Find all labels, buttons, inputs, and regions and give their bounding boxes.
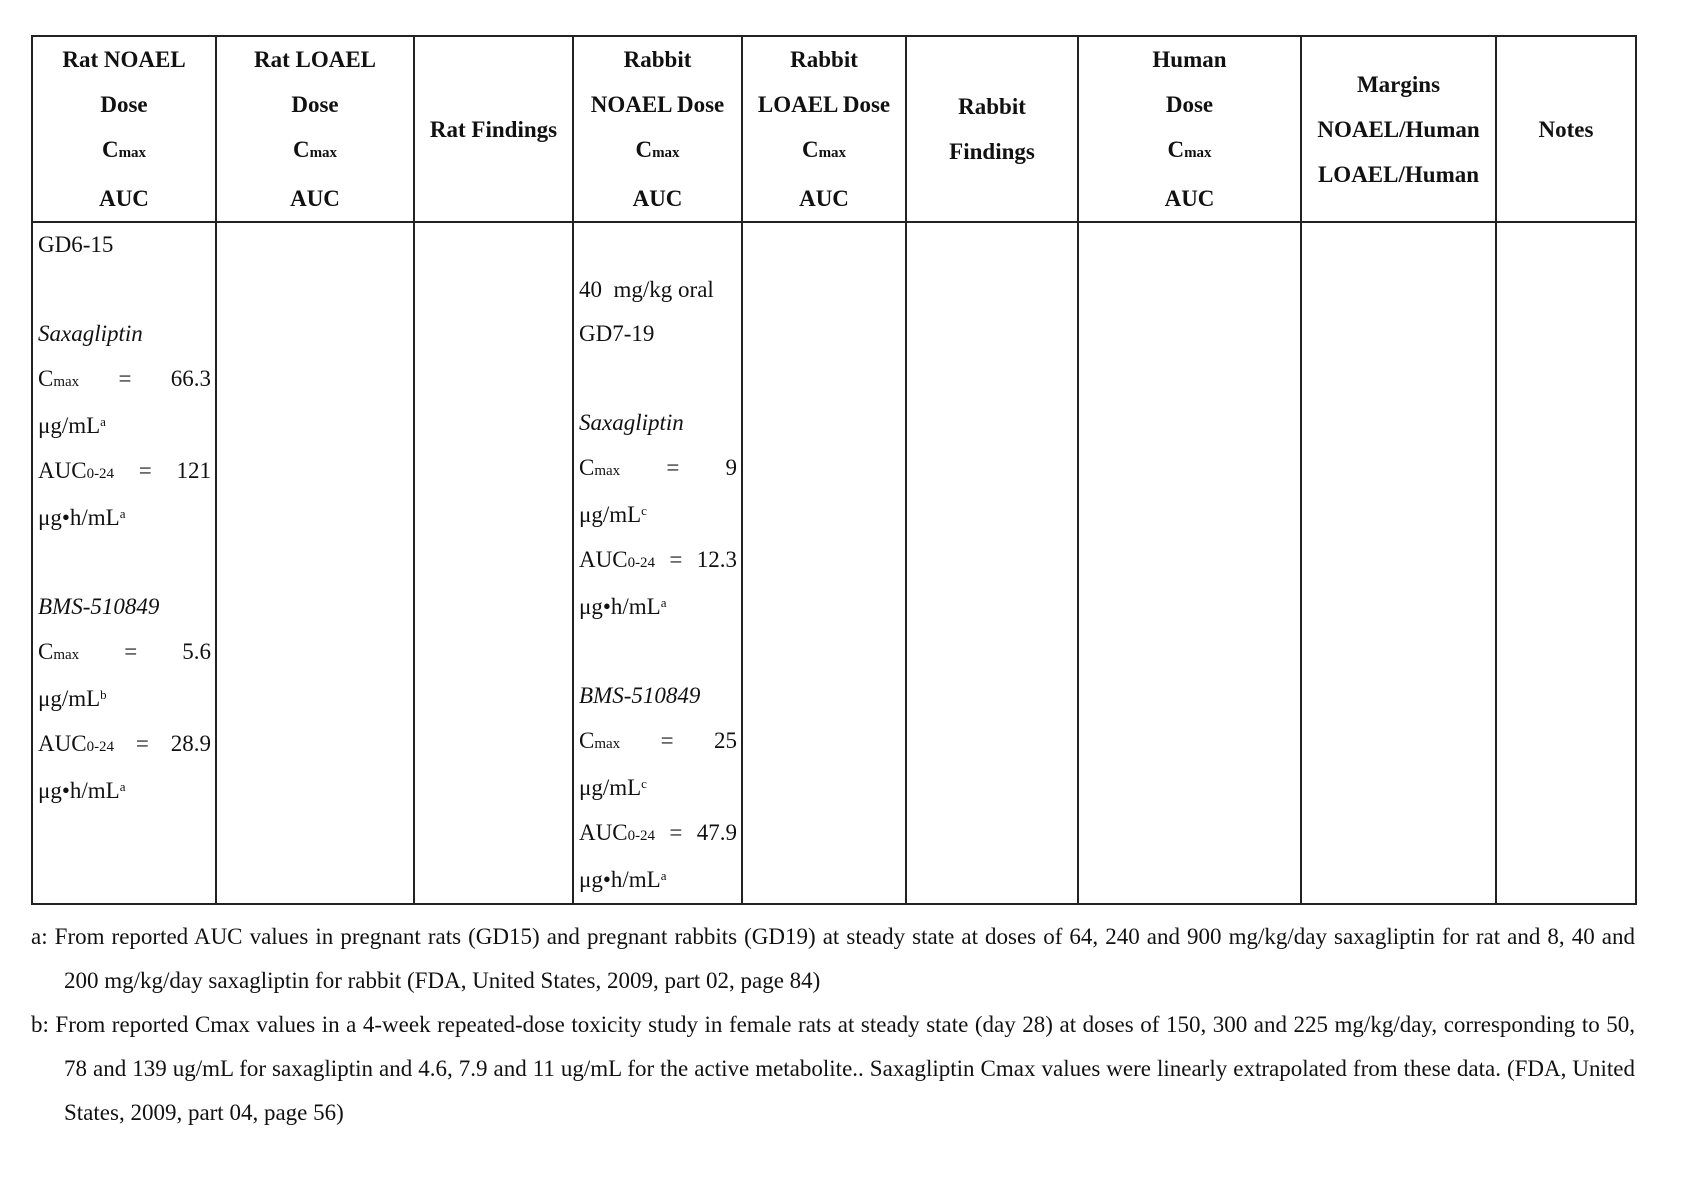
cell-rabbit-loael	[742, 222, 906, 904]
unit-line: $\mu g•h/mL^a$	[579, 594, 667, 619]
header-rabbit-noael: Rabbit NOAEL Dose Cmax AUC	[573, 36, 742, 222]
header-row	[32, 36, 1636, 222]
header-rat-findings: Rat Findings	[414, 36, 573, 222]
unit-line: $\mu g•h/mL^a$	[579, 867, 667, 892]
gestation-days: GD7-19	[579, 321, 655, 346]
cell-notes	[1496, 222, 1636, 904]
cmax-line: Cmax = 5.6	[38, 638, 211, 664]
cmax-line: Cmax = 66.3	[38, 365, 211, 391]
cmax-line: Cmax = 9	[579, 454, 737, 480]
drug-name: Saxagliptin	[38, 321, 143, 346]
cell-rat-noael	[32, 222, 216, 904]
header-rabbit-findings: Rabbit Findings	[906, 36, 1078, 222]
header-rat-loael: Rat LOAEL Dose Cmax AUC	[216, 36, 414, 222]
dose: 40 mg/kg oral	[579, 276, 714, 302]
unit-line: $\mu g/mL^b$	[38, 686, 107, 711]
cell-rat-loael	[216, 222, 414, 904]
cell-rabbit-noael	[573, 222, 742, 904]
unit-line: $\mu g/mL^c$	[579, 502, 647, 527]
footnotes	[31, 915, 1635, 1135]
header-rat-noael: Rat NOAEL Dose Cmax AUC	[32, 36, 216, 222]
cell-margins	[1301, 222, 1496, 904]
cell-rat-findings	[414, 222, 573, 904]
footnote-b: b: From reported Cmax values in a 4-week repeated-dose toxicity study in female rats at steady state (day 28) at doses of 150, 300 and 225 mg/kg/day, corresponding to 50, 78 and 139 ug/mL for saxagliptin and 4.6, 7.9 and 11 ug/mL for the active metabolite.. Saxagliptin Cmax values were linearly extrapolated from these data. (FDA, United States, 2009, part 04, page 56)	[31, 1011, 1635, 1125]
document	[31, 35, 1635, 1135]
header-rabbit-loael: Rabbit LOAEL Dose Cmax AUC	[742, 36, 906, 222]
cell-human	[1078, 222, 1301, 904]
data-table	[31, 35, 1637, 905]
auc-line: AUC0-24 = 28.9	[38, 730, 211, 756]
header-margins: Margins NOAEL/Human LOAEL/Human	[1301, 36, 1496, 222]
cmax-line: Cmax = 25	[579, 727, 737, 753]
metabolite-name: BMS-510849	[579, 683, 701, 708]
header-human: Human Dose Cmax AUC	[1078, 36, 1301, 222]
footnote-a: a: From reported AUC values in pregnant rats (GD15) and pregnant rabbits (GD19) at steady state at doses of 64, 240 and 900 mg/kg/day saxagliptin for rat and 8, 40 and 200 mg/kg/day saxagliptin for rabbit (FDA, United States, 2009, part 02, page 84)	[31, 923, 1635, 993]
header-notes: Notes	[1496, 36, 1636, 222]
unit-line: $\mu g/mL^a$	[38, 413, 106, 438]
gestation-days: GD6-15	[38, 232, 114, 257]
unit-line: $\mu g/mL^c$	[579, 775, 647, 800]
unit-line: $\mu g•h/mL^a$	[38, 505, 126, 530]
auc-line: AUC0-24 = 121	[38, 457, 211, 483]
drug-name: Saxagliptin	[579, 410, 684, 435]
metabolite-name: BMS-510849	[38, 594, 160, 619]
auc-line: AUC0-24 = 47.9	[579, 819, 737, 845]
auc-line: AUC0-24 = 12.3	[579, 546, 737, 572]
cell-rabbit-findings	[906, 222, 1078, 904]
table-row	[32, 222, 1636, 904]
unit-line: $\mu g•h/mL^a$	[38, 778, 126, 803]
